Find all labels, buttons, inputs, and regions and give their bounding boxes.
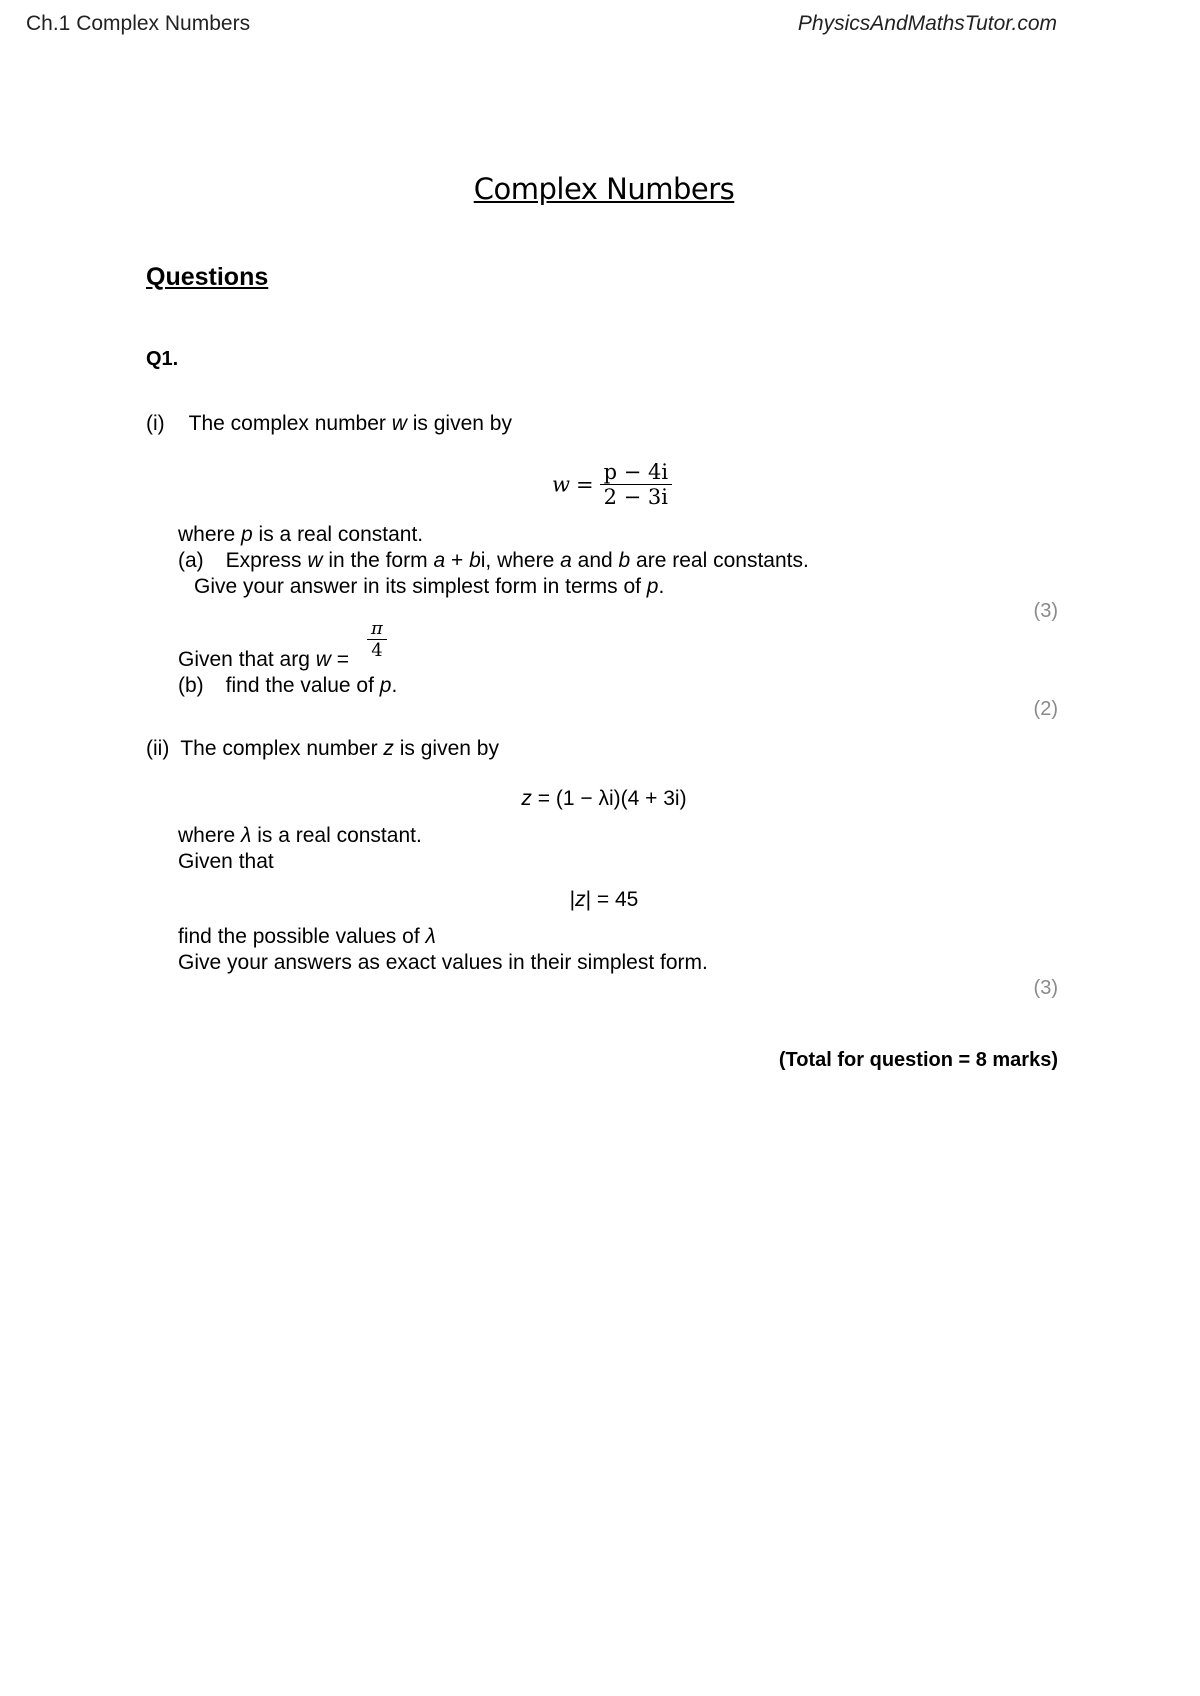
equation-w-fraction xyxy=(600,460,672,509)
part-ii-intro-var: z xyxy=(383,737,394,760)
part-i-intro-end: is given by xyxy=(406,412,512,435)
part-i-where-text: where xyxy=(178,523,242,546)
part-a-text-1: Express xyxy=(225,549,308,572)
part-a-var-b: b xyxy=(469,549,481,572)
page-title: Complex Numbers xyxy=(473,172,735,206)
equation-z xyxy=(0,787,1200,811)
part-b-var: p xyxy=(379,674,392,697)
part-ii-where-var: λ xyxy=(241,824,252,847)
given-var: w xyxy=(315,648,331,671)
part-a-line2 xyxy=(194,575,664,599)
part-a-line1 xyxy=(178,549,809,573)
equation-z-var: z xyxy=(521,787,532,810)
modulus-var: z xyxy=(575,888,586,911)
part-ii-instruction: Give your answers as exact values in their simplest form. xyxy=(178,951,708,974)
equation-w-numerator: p − 4i xyxy=(600,460,672,485)
part-b-end: . xyxy=(391,674,398,697)
part-i-given xyxy=(178,648,349,672)
question-number: Q1. xyxy=(146,348,179,370)
part-a-line2-end: . xyxy=(658,575,665,598)
given-text: Given that arg xyxy=(178,648,316,671)
header-site-name: PhysicsAndMathsTutor.com xyxy=(797,12,1057,35)
part-b-line xyxy=(178,674,397,698)
part-ii-marks: (3) xyxy=(1033,977,1058,999)
part-a-line2-text: Give your answer in its simplest form in terms of xyxy=(194,575,647,598)
part-i-where-var: p xyxy=(241,523,253,546)
part-ii-intro xyxy=(146,737,499,761)
total-marks: (Total for question = 8 marks) xyxy=(778,1049,1058,1071)
part-i-intro-text: The complex number xyxy=(188,412,392,435)
part-a-text-3: + xyxy=(445,549,470,572)
part-ii-intro-text: The complex number xyxy=(180,737,384,760)
part-a-var-b2: b xyxy=(618,549,631,572)
part-a-var-a: a xyxy=(433,549,446,572)
part-ii-find-text: find the possible values of xyxy=(178,925,426,948)
part-b-text: find the value of xyxy=(225,674,380,697)
part-ii-where xyxy=(178,824,422,848)
arg-fraction-denominator: 4 xyxy=(371,640,383,661)
part-a-marks: (3) xyxy=(1033,600,1058,622)
part-a-text-6: are real constants. xyxy=(630,549,809,572)
given-equals: = xyxy=(330,648,350,671)
arg-fraction xyxy=(367,618,387,661)
part-i-intro xyxy=(146,412,512,436)
part-b-marks: (2) xyxy=(1033,698,1058,720)
part-a-line2-var: p xyxy=(646,575,659,598)
part-i-where-end: is a real constant. xyxy=(252,523,424,546)
modulus-equation xyxy=(0,888,1200,912)
part-a-var-w: w xyxy=(307,549,323,572)
section-heading: Questions xyxy=(146,263,269,291)
part-b-label: (b) xyxy=(178,674,204,697)
part-a-text-5: and xyxy=(571,549,619,572)
part-a-label: (a) xyxy=(178,549,204,572)
part-i-intro-var: w xyxy=(391,412,407,435)
modulus-rhs: | = 45 xyxy=(585,888,639,911)
equation-w-equals: = xyxy=(575,472,594,497)
equation-w-lhs: w xyxy=(552,472,570,497)
modulus-bar-left: | xyxy=(569,888,576,911)
part-ii-intro-end: is given by xyxy=(393,737,499,760)
equation-w-denominator: 2 − 3i xyxy=(603,485,669,509)
part-ii-find xyxy=(178,925,436,949)
part-a-text-2: in the form xyxy=(322,549,434,572)
part-i-label: (i) xyxy=(146,412,165,435)
part-ii-label: (ii) xyxy=(146,737,170,760)
equation-z-rhs: = (1 − λi)(4 + 3i) xyxy=(531,787,687,810)
part-i-where xyxy=(178,523,423,547)
part-a-text-4: i, where xyxy=(480,549,561,572)
part-ii-where-end: is a real constant. xyxy=(251,824,422,847)
header-chapter-title: Ch.1 Complex Numbers xyxy=(26,12,251,35)
part-ii-given-that: Given that xyxy=(178,850,274,873)
part-a-var-a2: a xyxy=(560,549,572,572)
arg-fraction-numerator: π xyxy=(367,618,387,640)
part-ii-where-text: where xyxy=(178,824,242,847)
part-ii-find-var: λ xyxy=(425,925,436,948)
equation-w xyxy=(552,460,672,509)
